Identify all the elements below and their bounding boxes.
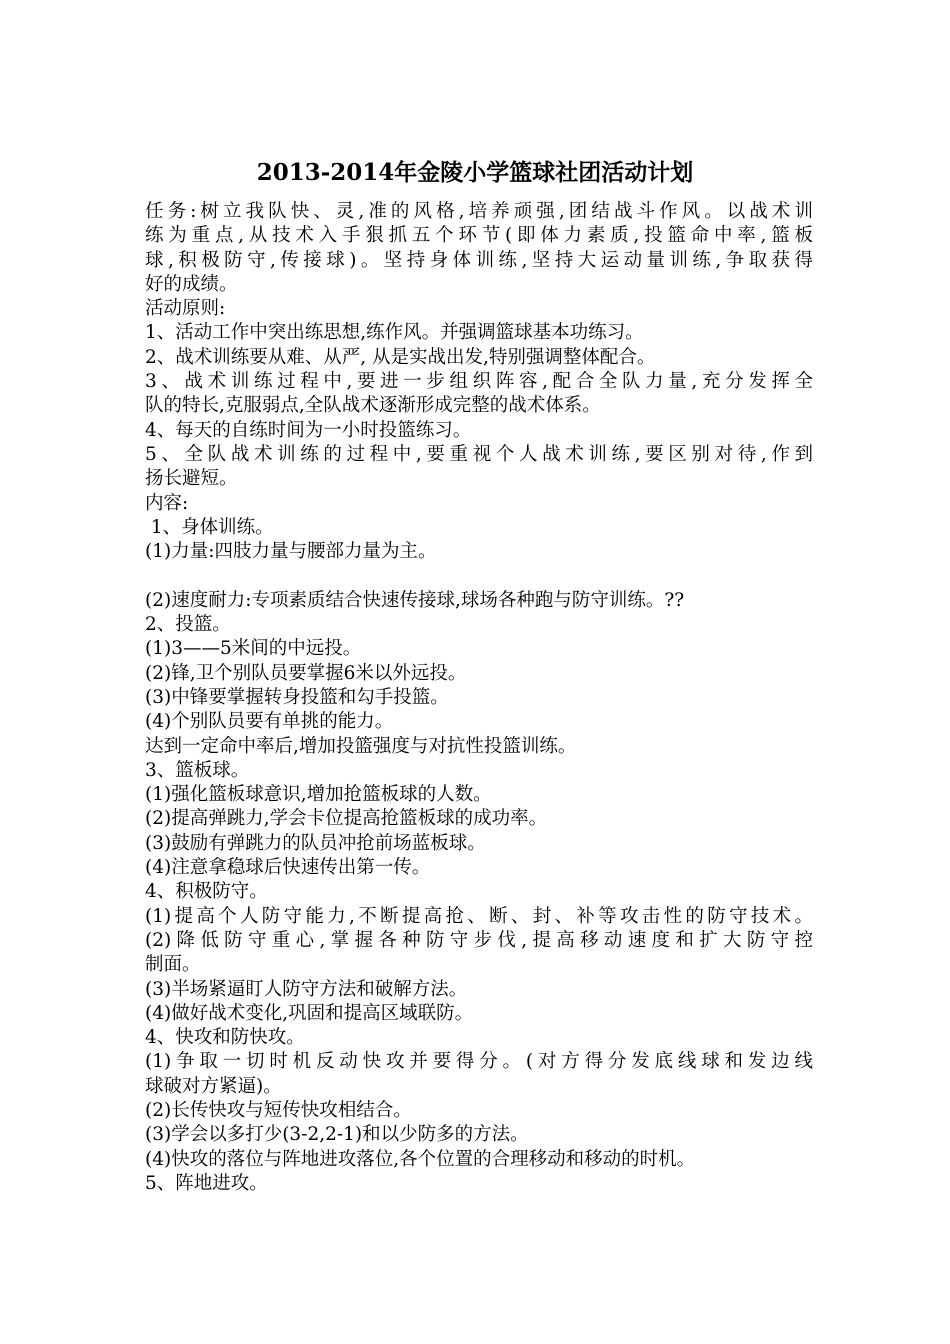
text-line: (3)学会以多打少(3-2,2-1)和以少防多的方法。 [145, 1124, 529, 1146]
text-line: (4)注意拿稳球后快速传出第一传。 [145, 857, 431, 879]
text-line: 3、篮板球。 [145, 759, 250, 781]
text-line: 球破对方紧逼)。 [145, 1075, 282, 1097]
text-line: 队的特长,克服弱点,全队战术逐渐形成完整的战术体系。 [145, 395, 601, 417]
text-line: 活动原则: [145, 298, 226, 320]
text-line: 2、战术训练要从难、从严, 从是实战出发,特别强调整体配合。 [145, 346, 656, 368]
text-line: (1)强化篮板球意识,增加抢篮板球的人数。 [145, 784, 492, 806]
text-line: (2)提高弹跳力,学会卡位提高抢篮板球的成功率。 [145, 808, 548, 830]
text-line: 3、战术训练过程中,要进一步组织阵容,配合全队力量,充分发挥全 [145, 371, 813, 393]
text-line: 好的成绩。 [145, 273, 238, 295]
text-line: (2)长传快攻与短传快攻相结合。 [145, 1099, 412, 1121]
text-line: 4、每天的自练时间为一小时投篮练习。 [145, 419, 472, 441]
text-line: 达到一定命中率后,增加投篮强度与对抗性投篮训练。 [145, 735, 577, 757]
text-line: (2)速度耐力:专项素质结合快速传接球,球场各种跑与防守训练。?? [145, 589, 685, 611]
text-line: 4、快攻和防快攻。 [145, 1027, 305, 1049]
text-line: (2)锋,卫个别队员要掌握6米以外远投。 [145, 662, 467, 684]
text-line: 扬长避短。 [145, 468, 238, 490]
text-line: (1)力量:四肢力量与腰部力量为主。 [145, 541, 437, 563]
document-title: 2013-2014年金陵小学篮球社团活动计划 [256, 159, 694, 186]
text-line: (4)做好战术变化,巩固和提高区域联防。 [145, 1002, 474, 1024]
text-line: (1)提高个人防守能力,不断提高抢、断、封、补等攻击性的防守技术。 [145, 905, 813, 927]
text-line: 1、身体训练。 [145, 516, 274, 538]
text-line: (2)降低防守重心,掌握各种防守步伐,提高移动速度和扩大防守控 [145, 929, 813, 951]
text-line: (3)中锋要掌握转身投篮和勾手投篮。 [145, 686, 449, 708]
text-line: (1)3——5米间的中远投。 [145, 638, 362, 660]
text-line: 2、投篮。 [145, 614, 231, 636]
blank-line [145, 564, 813, 588]
text-line: 5、全队战术训练的过程中,要重视个人战术训练,要区别对待,作到 [145, 443, 813, 465]
text-line: 球,积极防守,传接球)。坚持身体训练,坚持大运动量训练,争取获得 [145, 249, 813, 271]
text-line: (1)争取一切时机反动快攻并要得分。(对方得分发底线球和发边线 [145, 1051, 813, 1073]
text-line: 制面。 [145, 954, 201, 976]
text-line: (4)快攻的落位与阵地进攻落位,各个位置的合理移动和移动的时机。 [145, 1148, 696, 1170]
text-line: (3)半场紧逼盯人防守方法和破解方法。 [145, 978, 468, 1000]
text-line: (4)个别队员要有单挑的能力。 [145, 711, 394, 733]
text-line: 任务:树立我队快、灵,准的风格,培养顽强,团结战斗作风。以战术训 [145, 201, 813, 222]
text-line: 5、阵地进攻。 [145, 1172, 268, 1194]
text-line: 1、活动工作中突出练思想,练作风。并强调篮球基本功练习。 [145, 322, 644, 344]
text-line: (3)鼓励有弹跳力的队员冲抢前场蓝板球。 [145, 832, 486, 854]
text-line: 内容: [145, 492, 189, 514]
document-body [145, 200, 813, 1196]
text-line: 4、积极防守。 [145, 881, 268, 903]
text-line: 练为重点,从技术入手狠抓五个环节(即体力素质,投篮命中率,篮板 [145, 225, 813, 247]
